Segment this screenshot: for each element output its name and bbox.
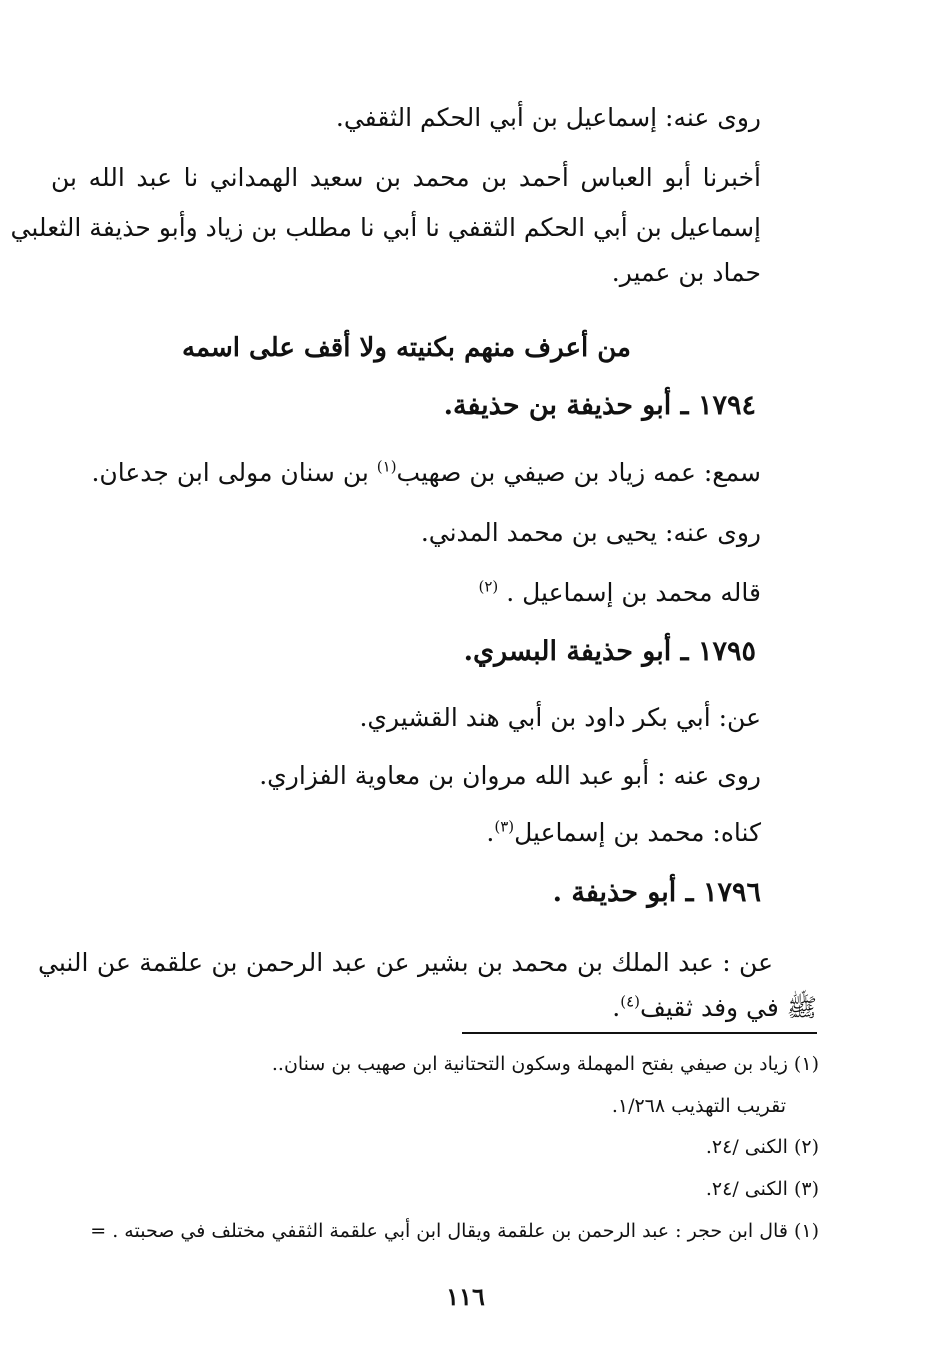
footnote-2: (٢) الكنى /٢٤.	[705, 1136, 819, 1158]
entry-1794-heard	[91, 455, 761, 491]
entry-1796-from-end: .	[612, 993, 621, 1022]
entry-1794-narrated: روى عنه: يحيى بن محمد المدني.	[420, 518, 761, 547]
entry-1796-from-text: ﷺ في وفد ثقيف	[639, 993, 817, 1022]
isnad-line-1: أخبرنا أبو العباس أحمد بن محمد بن سعيد الهمداني نا عبد الله بن	[51, 163, 761, 192]
section-heading: من أعرف منهم بكنيته ولا أقف على اسمه	[182, 333, 631, 363]
entry-1794-said	[478, 575, 761, 611]
entry-1795-title: ١٧٩٥ ـ أبو حذيفة البسري.	[463, 636, 756, 667]
entry-1795-kunya-text: كناه: محمد بن إسماعيل	[514, 818, 761, 847]
footnote-4: (١) قال ابن حجر : عبد الرحمن بن علقمة ويقال ابن أبي علقمة الثقفي مختلف في صحبته . =	[90, 1220, 819, 1242]
entry-1794-heard-text: سمع: عمه زياد بن صيفي بن صهيب	[396, 458, 761, 487]
footnote-ref-1: (١)	[376, 457, 397, 476]
entry-1795-kunya-end: .	[486, 818, 495, 847]
entry-1796-title: ١٧٩٦ ـ أبو حذيفة .	[552, 877, 761, 908]
entry-1794-said-text: قاله محمد بن إسماعيل .	[506, 578, 761, 607]
entry-1795-narrated: روى عنه : أبو عبد الله مروان بن معاوية الفزاري.	[259, 761, 761, 790]
isnad-line-3: حماد بن عمير.	[611, 258, 761, 287]
footnote-3: (٣) الكنى /٢٤.	[705, 1178, 819, 1200]
footnote-1-line-1: (١) زياد بن صيفي بفتح المهملة وسكون التحتانية ابن صهيب بن سنان..	[271, 1053, 819, 1075]
footnote-ref-2: (٢)	[478, 577, 499, 596]
page-number: ١١٦	[446, 1282, 485, 1311]
footnote-ref-3: (٣)	[494, 817, 515, 836]
footnote-ref-4: (٤)	[620, 992, 640, 1011]
footnote-divider	[462, 1032, 817, 1034]
footnote-1-line-2: تقريب التهذيب ١/٢٦٨.	[611, 1095, 786, 1117]
entry-1796-from-line-1: عن : عبد الملك بن محمد بن بشير عن عبد الرحمن بن علقمة عن النبي	[38, 948, 773, 977]
isnad-line-2: إسماعيل بن أبي الحكم الثقفي نا أبي نا مطلب بن زياد وأبو حذيفة الثعلبي	[10, 213, 761, 242]
entry-1794-heard-rest: بن سنان مولى ابن جدعان.	[91, 458, 377, 487]
entry-1795-kunya	[486, 815, 761, 851]
entry-1795-from: عن: أبي بكر داود بن أبي هند القشيري.	[359, 703, 761, 732]
intro-narrated: روى عنه: إسماعيل بن أبي الحكم الثقفي.	[335, 103, 761, 132]
entry-1794-title: ١٧٩٤ ـ أبو حذيفة بن حذيفة.	[443, 390, 756, 421]
entry-1796-from-line-2	[612, 990, 817, 1026]
